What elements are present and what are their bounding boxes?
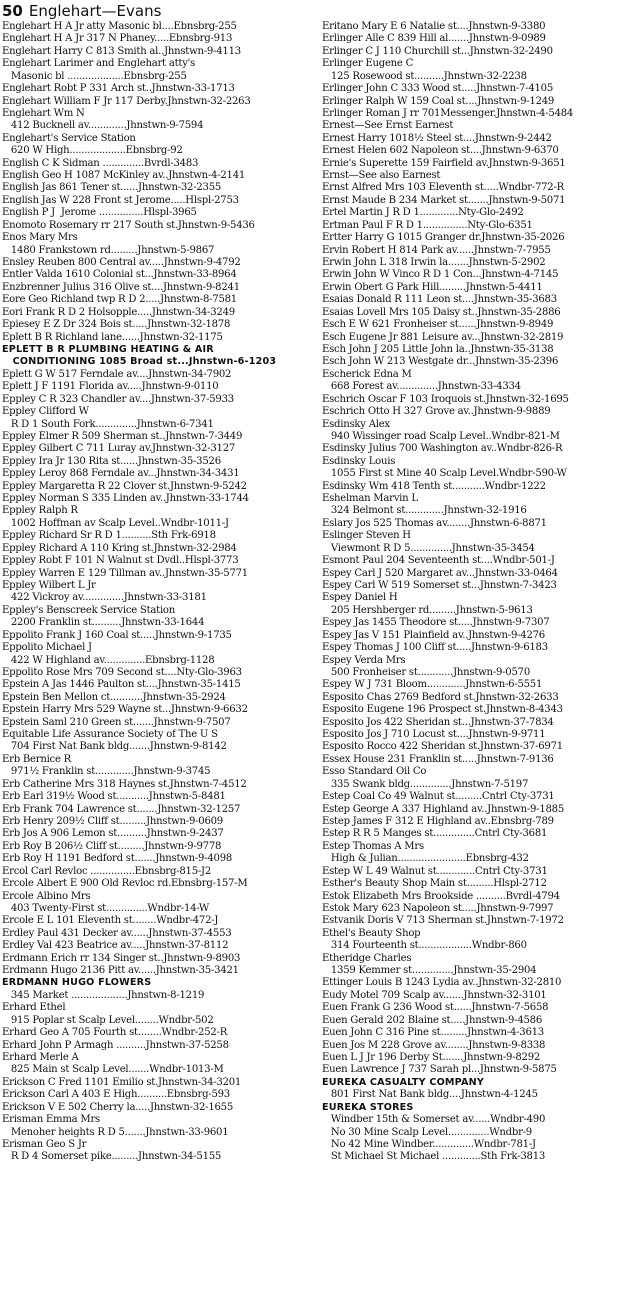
listing-line: Englehart's Service Station — [2, 132, 136, 144]
listing-line: 500 Fronheiser st............Jhnstwn-9-0570 — [322, 666, 530, 678]
listing-line: Erlinger Eugene C — [322, 58, 414, 70]
listing-line: Esposito Chas 2769 Bedford st.Jhnstwn-32-2633 — [322, 691, 559, 703]
listing-line: Ercol Carl Revloc ...............Ebnsbrg-815-J2 — [2, 865, 211, 877]
listing-line: CONDITIONING 1085 Broad st...Jhnstwn-6-1203 — [2, 356, 277, 368]
listing-line: Erickson V E 502 Cherry la.....Jhnstwn-32-1655 — [2, 1101, 234, 1113]
listing-line: Englehart Wm N — [2, 107, 85, 119]
listing-line: Estep James F 312 E Highland av..Ebnsbrg-789 — [322, 816, 554, 827]
listing-line: Esmont Paul 204 Seventeenth st....Wndbr-501-J — [322, 555, 555, 567]
listing-line: Ernest—See Ernst Earnest — [322, 120, 454, 132]
listing-line: Eppley Leroy 868 Ferndale av...Jhnstwn-34-3431 — [2, 468, 240, 480]
listing-line: Estvanik Doris V 713 Sherman st.Jhnstwn-7-1972 — [322, 915, 564, 927]
listing-line: 825 Main st Scalp Level.......Wndbr-1013-M — [2, 1064, 224, 1076]
right-column — [322, 21, 640, 1164]
listing-line: Etheridge Charles — [322, 952, 412, 964]
listing-line: English Jas 861 Tener st......Jhnstwn-32-2355 — [2, 182, 222, 194]
listing-line: Estok Elizabeth Mrs Brookside ..........Bvrdl-4794 — [322, 890, 560, 902]
listing-line: High & Julian.......................Ebnsbrg-432 — [322, 853, 529, 865]
listing-line: Euen Gerald 202 Blaine st.....Jhnstwn-9-4586 — [322, 1014, 543, 1026]
page-header — [2, 2, 161, 20]
listing-line: Epstein A Jas 1446 Paulton st....Jhnstwn-35-1415 — [2, 679, 241, 691]
listing-line: Ercole Albino Mrs — [2, 890, 91, 902]
listing-line: Englehart Harry C 813 Smith al..Jhnstwn-9-4113 — [2, 45, 241, 57]
listing-line: Erhard Geo A 705 Fourth st........Wndbr-252-R — [2, 1027, 228, 1039]
listing-line: Entler Valda 1610 Colonial st...Jhnstwn-33-8964 — [2, 269, 237, 281]
listing-line: EUREKA CASUALTY COMPANY — [322, 1076, 485, 1088]
listing-line: Escherick Edna M — [322, 368, 412, 380]
listing-line: Ercole E L 101 Eleventh st........Wndbr-472-J — [2, 915, 219, 927]
listing-line: Esposito Rocco 422 Sheridan st.Jhnstwn-37-6971 — [322, 741, 563, 753]
page-number: 50 — [2, 2, 23, 20]
listing-line: St Michael St Michael .............Sth Frk-3813 — [322, 1151, 546, 1163]
listing-line: Englehart William F Jr 117 Derby.Jhnstwn-32-2263 — [2, 95, 251, 107]
listing-line: Euen Jos M 228 Grove av........Jhnstwn-9-8338 — [322, 1039, 546, 1051]
left-column — [2, 21, 320, 1164]
listing-line: Ercole Albert E 900 Old Revloc rd.Ebnsbrg-157-M — [2, 878, 248, 890]
listing-line: No 42 Mine Windber..............Wndbr-781-J — [322, 1138, 536, 1150]
listing-line: Ernest Helen 602 Napoleon st....Jhnstwn-9-6370 — [322, 145, 559, 157]
listing-line: English Geo H 1087 McKinley av..Jhnstwn-4-2141 — [2, 170, 246, 182]
listing-line: Eschrich Otto H 327 Grove av..Jhnstwn-9-9889 — [322, 406, 551, 418]
listing-line: Erb Catherine Mrs 318 Haynes st.Jhnstwn-7-4512 — [2, 778, 247, 790]
listing-line: Ethel's Beauty Shop — [322, 927, 421, 939]
listing-line: Espey Verda Mrs — [322, 654, 406, 666]
listing-line: R D 4 Somerset pike.........Jhnstwn-34-5155 — [2, 1151, 222, 1163]
listing-line: 205 Hershberger rd.........Jhnstwn-5-9613 — [322, 604, 533, 616]
listing-line: Ernst—See also Earnest — [322, 170, 441, 182]
listing-line: Estep Coal Co 49 Walnut st.........Cntrl Cty-3731 — [322, 791, 555, 803]
listing-line: Estep W L 49 Walnut st.............Cntrl Cty-3731 — [322, 865, 548, 877]
listing-line: 668 Forest av..............Jhnstwn-33-4334 — [322, 381, 521, 393]
listing-line: English P J Jerome ...............Hlspl-3965 — [2, 207, 197, 219]
listing-line: 1359 Kemmer st..............Jhnstwn-35-2904 — [322, 965, 537, 977]
listing-line: Eppley Wilbert L Jr — [2, 579, 96, 591]
listing-line: Ertter Harry G 1015 Granger dr.Jhnstwn-35-2026 — [322, 232, 565, 244]
listing-line: Esch John J 205 Little John la..Jhnstwn-35-3138 — [322, 343, 554, 355]
listing-line: Esch John W 213 Westgate dr...Jhnstwn-35-2396 — [322, 356, 559, 368]
listing-line: Erwin John W Vinco R D 1 Con...Jhnstwn-4-7145 — [322, 269, 559, 281]
listing-line: Eshelman Marvin L — [322, 493, 418, 505]
listing-line: Ernest Harry 1018½ Steel st....Jhnstwn-9-2442 — [322, 132, 552, 144]
listing-line: Equitable Life Assurance Society of The U S — [2, 729, 218, 741]
listing-line: Menoher heights R D 5.......Jhnstwn-33-9601 — [2, 1126, 229, 1138]
listing-line: 915 Poplar st Scalp Level........Wndbr-502 — [2, 1014, 214, 1026]
listing-line: Euen John C 316 Pine st.........Jhnstwn-4-3613 — [322, 1027, 544, 1039]
listing-line: 620 W High...................Ebnsbrg-92 — [2, 145, 183, 157]
listing-line: Ensley Reuben 800 Central av.....Jhnstwn-9-4792 — [2, 257, 241, 269]
listing-line: ERDMANN HUGO FLOWERS — [2, 977, 152, 989]
listing-line: 2200 Franklin st..........Jhnstwn-33-1644 — [2, 617, 205, 629]
listing-line: Viewmont R D 5..............Jhnstwn-35-3454 — [322, 542, 535, 554]
listing-line: Epiesey E Z Dr 324 Bois st.....Jhnstwn-32-1878 — [2, 319, 231, 331]
listing-line: Eplett B R Richland lane......Jhnstwn-32-1175 — [2, 331, 223, 343]
listing-line: Eppolito Michael J — [2, 642, 92, 654]
listing-line: Eppolito Frank J 160 Coal st.....Jhnstwn-9-1735 — [2, 629, 232, 641]
listing-line: Eppley Margaretta R 22 Clover st.Jhnstwn-9-5242 — [2, 480, 247, 492]
listing-line: Eppley C R 323 Chandler av....Jhnstwn-37-5933 — [2, 393, 234, 405]
listing-line: Ernie's Superette 159 Fairfield av.Jhnstwn-9-3651 — [322, 157, 566, 169]
listing-line: Esdinsky Alex — [322, 418, 390, 430]
listing-line: Estep George A 337 Highland av..Jhnstwn-9-1885 — [322, 803, 565, 815]
listing-line: Eppley Elmer R 509 Sherman st..Jhnstwn-7-3449 — [2, 430, 243, 442]
listing-line: Eppley Ralph R — [2, 505, 78, 517]
listing-line: 314 Fourteenth st..................Wndbr-860 — [322, 940, 527, 952]
listing-line: Eschrich Oscar F 103 Iroquois st.Jhnstwn-32-1695 — [322, 393, 569, 405]
listing-line: Esaias Lovell Mrs 105 Daisy st..Jhnstwn-35-2886 — [322, 306, 561, 318]
listing-line: Espey Carl W 519 Somerset st...Jhnstwn-7-3423 — [322, 579, 557, 591]
listing-line: Erb Roy H 1191 Bedford st.......Jhnstwn-9-4098 — [2, 853, 233, 865]
listing-line: Espey Daniel H — [322, 592, 398, 604]
listing-line: Eppley Norman S 335 Linden av..Jhnstwn-33-1744 — [2, 493, 249, 505]
listing-line: Eplett G W 517 Ferndale av....Jhnstwn-34-7902 — [2, 368, 232, 380]
listing-line: Eppolito Rose Mrs 709 Second st....Nty-Glo-3963 — [2, 666, 242, 678]
listing-line: 1055 First st Mine 40 Scalp Level.Wndbr-590-W — [322, 468, 567, 480]
listing-line: Ernst Alfred Mrs 103 Eleventh st.....Wndbr-772-R — [322, 182, 564, 194]
listing-line: Erb Roy B 206½ Cliff st.........Jhnstwn-9-9778 — [2, 840, 222, 852]
listing-line: Erlinger John C 333 Wood st.....Jhnstwn-7-4105 — [322, 83, 554, 95]
listing-line: Englehart Larimer and Englehart atty's — [2, 58, 196, 70]
listing-line: Epstein Ben Mellon ct...........Jhnstwn-35-2924 — [2, 691, 226, 703]
listing-line: Erhard Merle A — [2, 1052, 79, 1064]
listing-line: Englehart H A Jr 317 N Phaney.....Ebnsbrg-913 — [2, 33, 233, 45]
listing-line: EPLETT B R PLUMBING HEATING & AIR — [2, 343, 214, 355]
listing-line: Erwin Obert G Park Hill.........Jhnstwn-5-4411 — [322, 281, 543, 293]
listing-line: Estep R R 5 Manges st..............Cntrl Cty-3681 — [322, 828, 548, 840]
listing-line: Ertel Martin J R D 1.............Nty-Glo-2492 — [322, 207, 524, 219]
listing-line: English Jas W 228 Front st Jerome.....Hlspl-2753 — [2, 194, 239, 206]
listing-line: 1480 Frankstown rd.........Jhnstwn-5-9867 — [2, 244, 215, 256]
listing-line: 324 Belmont st.............Jhnstwn-32-1916 — [322, 505, 527, 517]
listing-line: Espey Carl J 520 Margaret av...Jhnstwn-33-0464 — [322, 567, 558, 579]
listing-line: Espey Jas V 151 Plainfield av..Jhnstwn-9-4276 — [322, 629, 545, 641]
listing-line: Esaias Donald R 111 Leon st....Jhnstwn-35-3683 — [322, 294, 557, 306]
listing-line: Epstein Harry Mrs 529 Wayne st...Jhnstwn-9-6632 — [2, 704, 248, 716]
listing-line: Euen Frank G 236 Wood st......Jhnstwn-7-5658 — [322, 1002, 549, 1014]
listing-line: English C K Sidman ..............Bvrdl-3483 — [2, 157, 199, 169]
listing-line: Erb Jos A 906 Lemon st..........Jhnstwn-9-2437 — [2, 828, 224, 840]
listing-line: Eudy Motel 709 Scalp av.......Jhnstwn-32-3101 — [322, 989, 547, 1001]
listing-line: Masonic bl ...................Ebnsbrg-255 — [2, 70, 187, 82]
listing-line: Eslinger Steven H — [322, 530, 411, 542]
listing-line: Espey Jas 1455 Theodore st.....Jhnstwn-9-7307 — [322, 617, 550, 629]
listing-line: 335 Swank bldg..............Jhnstwn-7-5197 — [322, 778, 529, 790]
listing-line: Euen Lawrence J 737 Sarah pl...Jhnstwn-9-5875 — [322, 1064, 557, 1076]
listing-line: Eppley Richard A 110 Kring st.Jhnstwn-32-2984 — [2, 542, 237, 554]
listing-line: 403 Twenty-First st..............Wndbr-14-W — [2, 902, 210, 914]
listing-line: Erhard John P Armagh ..........Jhnstwn-37-5258 — [2, 1039, 229, 1051]
listing-line: R D 1 South Fork..............Jhnstwn-6-7341 — [2, 418, 214, 430]
listing-line: Eppley Clifford W — [2, 406, 89, 418]
listing-line: Espey Thomas J 100 Cliff st.....Jhnstwn-9-6183 — [322, 642, 548, 654]
listing-line: Erhard Ethel — [2, 1002, 66, 1014]
listing-line: EUREKA STORES — [322, 1101, 414, 1113]
listing-line: Ervin Robert H 814 Park av......Jhnstwn-7-7955 — [322, 244, 551, 256]
listing-line: Espey W J 731 Bloom.............Jhnstwn-6-5551 — [322, 679, 543, 691]
listing-line: No 30 Mine Scalp Level..............Wndbr-9 — [322, 1126, 532, 1138]
listing-line: 125 Rosewood st..........Jhnstwn-32-2238 — [322, 70, 527, 82]
listing-line: Erb Henry 209½ Cliff st.........Jhnstwn-9-0609 — [2, 816, 223, 827]
listing-line: 801 First Nat Bank bldg....Jhnstwn-4-1245 — [322, 1089, 538, 1101]
listing-line: 422 Vickroy av..............Jhnstwn-33-3181 — [2, 592, 207, 604]
listing-line: 422 W Highland av..............Ebnsbrg-1128 — [2, 654, 215, 666]
listing-line: Windber 15th & Somerset av......Wndbr-490 — [322, 1114, 546, 1126]
listing-line: Ettinger Louis B 1243 Lydia av..Jhnstwn-32-2810 — [322, 977, 562, 989]
listing-line: Erdmann Hugo 2136 Pitt av......Jhnstwn-35-3421 — [2, 965, 239, 977]
listing-line: Esposito Jos 422 Sheridan st...Jhnstwn-37-7834 — [322, 716, 554, 728]
listing-line: Eppley Warren E 129 Tillman av..Jhnstwn-35-5771 — [2, 567, 248, 579]
listing-line: Esdinsky Julius 700 Washington av..Wndbr-826-R — [322, 443, 563, 455]
listing-line: Esdinsky Louis — [322, 455, 396, 467]
listing-line: Enomoto Rosemary rr 217 South st.Jhnstwn-9-5436 — [2, 219, 255, 231]
listing-line: Esdinsky Wm 418 Tenth st...........Wndbr-1222 — [322, 480, 546, 492]
listing-line: Erb Earl 319½ Wood st...........Jhnstwn-5-8481 — [2, 791, 226, 803]
listing-line: Eppley Gilbert C 711 Luray av.Jhnstwn-32-3127 — [2, 443, 236, 455]
listing-line: Enos Mary Mrs — [2, 232, 78, 244]
listing-line: Erdley Paul 431 Decker av......Jhnstwn-37-4553 — [2, 927, 232, 939]
listing-line: Eppley Richard Sr R D 1..........Sth Frk-6918 — [2, 530, 216, 542]
listing-line: Englehart Robt P 331 Arch st..Jhnstwn-33-1713 — [2, 83, 235, 95]
listing-line: Eore Geo Richland twp R D 2.....Jhnstwn-8-7581 — [2, 294, 237, 306]
listing-line: 971½ Franklin st.............Jhnstwn-9-3745 — [2, 766, 211, 778]
listing-line: Erlinger Roman J rr 701Messenger.Jhnstwn-4-5484 — [322, 107, 574, 119]
listing-line: Englehart H A Jr atty Masonic bl....Ebnsbrg-255 — [2, 21, 237, 32]
listing-line: Eppley's Benscreek Service Station — [2, 604, 176, 616]
listing-line: Erisman Emma Mrs — [2, 1114, 100, 1126]
listing-line: Erlinger C J 110 Churchill st...Jhnstwn-32-2490 — [322, 45, 553, 57]
listing-line: Eppley Ira Jr 130 Rita st......Jhnstwn-35-3526 — [2, 455, 221, 467]
listing-line: Euen L J Jr 196 Derby St.......Jhnstwn-9-8292 — [322, 1052, 541, 1064]
listing-line: 704 First Nat Bank bldg.......Jhnstwn-9-8142 — [2, 741, 227, 753]
listing-line: Esposito Jos J 710 Locust st....Jhnstwn-9-9711 — [322, 729, 546, 741]
listing-line: Esposito Eugene 196 Prospect st.Jhnstwn-8-4343 — [322, 704, 563, 716]
listing-line: Eritano Mary E 6 Natalie st....Jhnstwn-9-3380 — [322, 21, 546, 32]
listing-line: Enzbrenner Julius 316 Olive st....Jhnstwn-9-8241 — [2, 281, 240, 293]
listing-line: Epstein Saml 210 Green st.......Jhnstwn-9-7507 — [2, 716, 231, 728]
listing-line: Erickson C Fred 1101 Emilio st.Jhnstwn-34-3201 — [2, 1076, 242, 1088]
listing-line: Erwin John L 318 Irwin la.......Jhnstwn-5-2902 — [322, 257, 546, 269]
page-title: Englehart—Evans — [28, 2, 162, 20]
listing-line: Erb Bernice R — [2, 753, 71, 765]
listing-line: 345 Market ...................Jhnstwn-8-1219 — [2, 989, 205, 1001]
listing-line: Eplett J F 1191 Florida av.....Jhnstwn-9-0110 — [2, 381, 219, 393]
listing-line: Eori Frank R D 2 Holsopple.....Jhnstwn-34-3249 — [2, 306, 235, 318]
listing-line: 412 Bucknell av.............Jhnstwn-9-7594 — [2, 120, 204, 132]
listing-line: Erickson Carl A 403 E High..........Ebnsbrg-593 — [2, 1089, 230, 1101]
listing-line: Ertman Paul F R D 1...............Nty-Glo-6351 — [322, 219, 533, 231]
listing-line: 1002 Hoffman av Scalp Level..Wndbr-1011-J — [2, 517, 229, 529]
listing-line: Esch E W 621 Fronheiser st......Jhnstwn-9-8949 — [322, 319, 554, 331]
listing-line: Eppley Robt F 101 N Walnut st Dvdl..Hlspl-3773 — [2, 555, 239, 567]
listing-line: Erdley Val 423 Beatrice av.....Jhnstwn-37-8112 — [2, 940, 229, 952]
listing-line: 940 Wissinger road Scalp Level..Wndbr-821-M — [322, 430, 560, 442]
listing-line: Esso Standard Oil Co — [322, 766, 427, 778]
listing-line: Essex House 231 Franklin st.....Jhnstwn-7-9136 — [322, 753, 554, 765]
listing-line: Eslary Jos 525 Thomas av........Jhnstwn-6-8871 — [322, 517, 547, 529]
listing-line: Esther's Beauty Shop Main st.........Hlspl-2712 — [322, 878, 547, 890]
listing-line: Erlinger Alle C 839 Hill al.......Jhnstwn-9-0989 — [322, 33, 546, 45]
listing-line: Erb Frank 704 Lawrence st.......Jhnstwn-32-1257 — [2, 803, 241, 815]
listing-line: Erlinger Ralph W 159 Coal st....Jhnstwn-9-1249 — [322, 95, 555, 107]
listing-line: Ernst Maude B 234 Market st.......Jhnstwn-9-5071 — [322, 194, 566, 206]
listing-line: Erdmann Erich rr 134 Singer st..Jhnstwn-9-8903 — [2, 952, 241, 964]
listing-line: Esch Eugene Jr 881 Leisure av...Jhnstwn-32-2819 — [322, 331, 564, 343]
listing-line: Erisman Geo S Jr — [2, 1138, 87, 1150]
listing-line: Estep Thomas A Mrs — [322, 840, 424, 852]
listing-line: Estok Mary 623 Napoleon st.....Jhnstwn-9-7997 — [322, 902, 554, 914]
